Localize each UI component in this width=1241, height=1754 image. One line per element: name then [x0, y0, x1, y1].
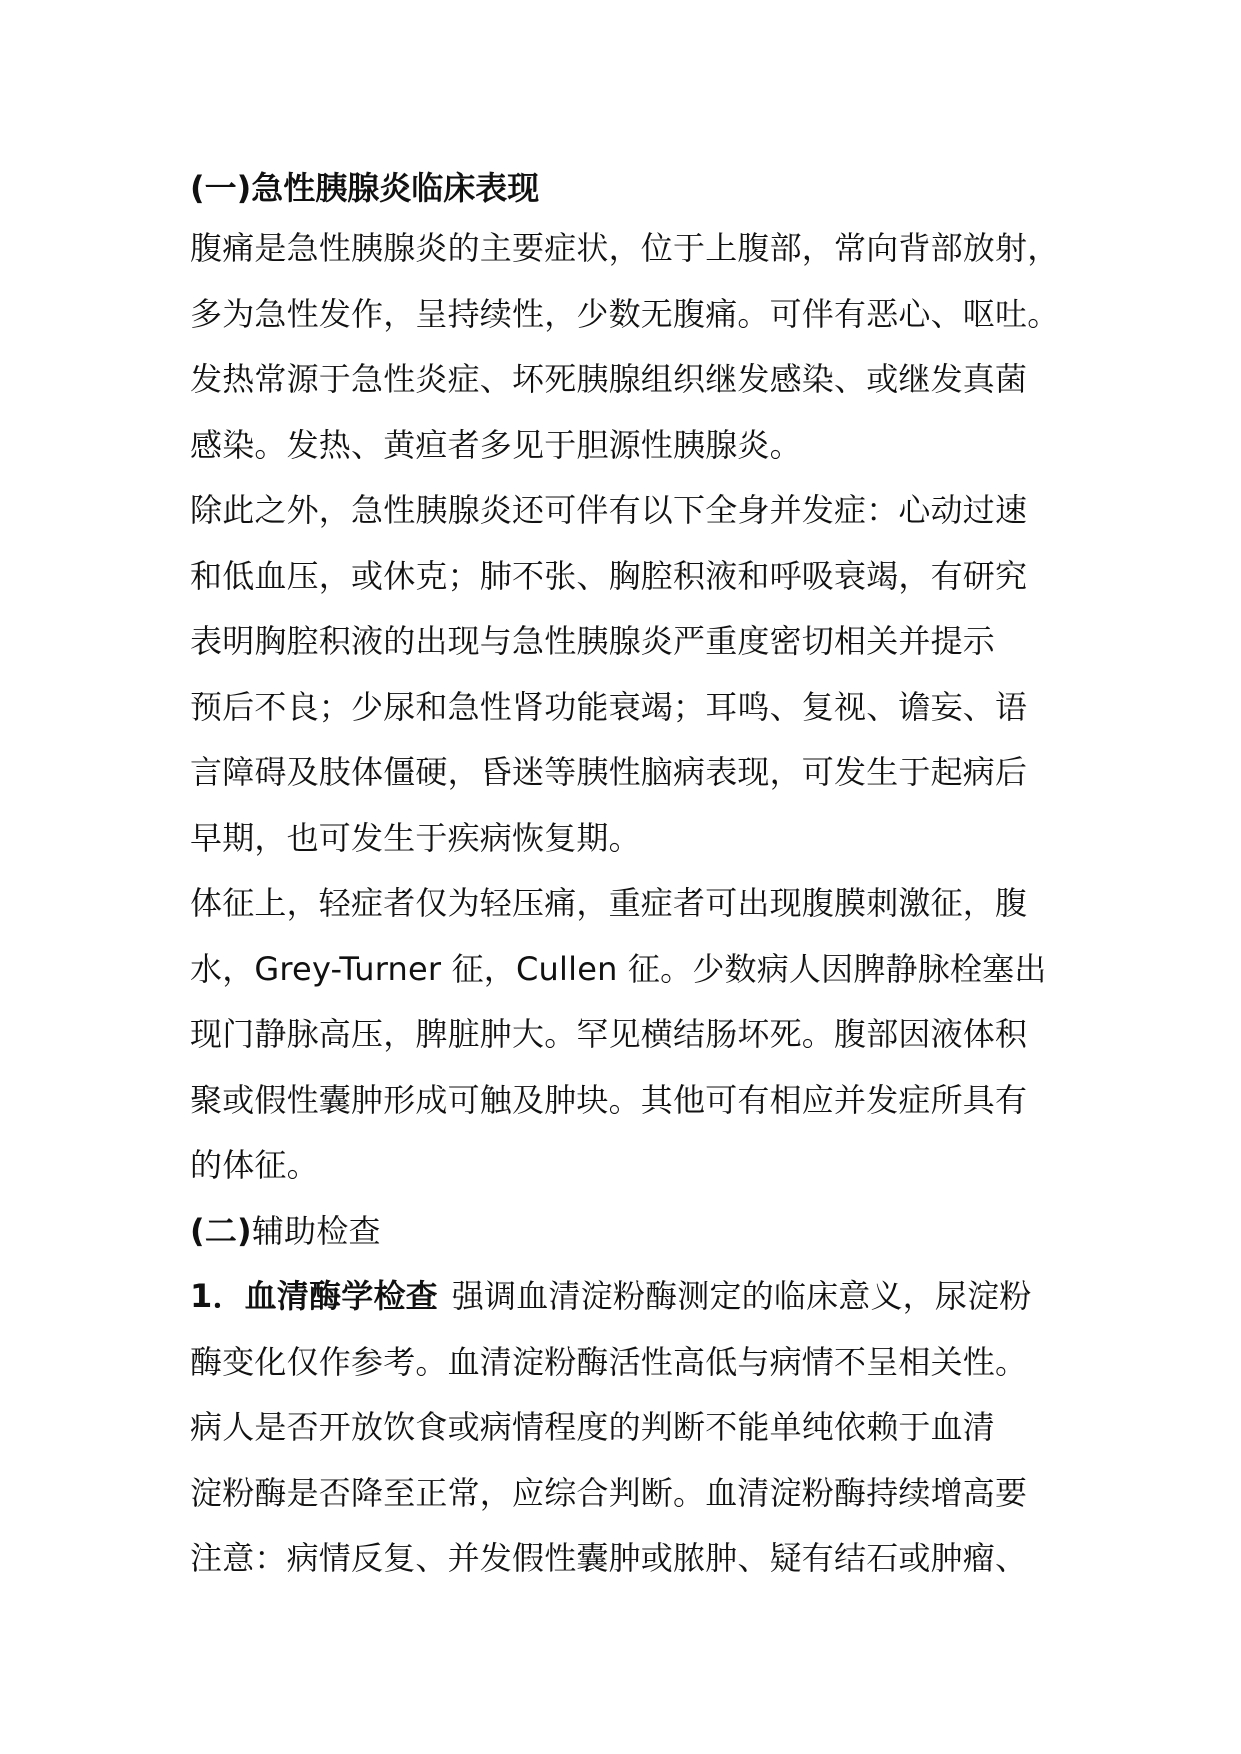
- text-line: 多为急性发作，呈持续性，少数无腹痛。可伴有恶心、呕吐。: [190, 294, 1060, 333]
- section1-paragraph-1: [190, 216, 1070, 478]
- section2-heading-text: 辅助检查: [251, 1211, 381, 1250]
- text-line: 预后不良；少尿和急性肾功能衰竭；耳鸣、复视、谵妄、语: [190, 687, 1028, 726]
- text-line: 和低血压，或休克；肺不张、胸腔积液和呼吸衰竭，有研究: [190, 556, 1028, 595]
- item1-first-line: [190, 1264, 1070, 1330]
- text-line: 早期，也可发生于疾病恢复期。: [190, 818, 641, 857]
- text-line: 发热常源于急性炎症、坏死胰腺组织继发感染、或继发真菌: [190, 360, 1028, 398]
- text-line: 除此之外，急性胰腺炎还可伴有以下全身并发症：心动过速: [190, 491, 1028, 529]
- section1-heading: (一)急性胰腺炎临床表现: [190, 169, 540, 207]
- item1-first-line-text: 强调血清淀粉酶测定的临床意义，尿淀粉: [451, 1277, 1032, 1315]
- text-line: 酶变化仅作参考。血清淀粉酶活性高低与病情不呈相关性。: [190, 1342, 1028, 1381]
- text-line: 言障碍及肢体僵硬，昏迷等胰性脑病表现，可发生于起病后: [190, 753, 1028, 791]
- text-line: 水，Grey-Turner 征，Cullen 征。少数病人因脾静脉栓塞出: [190, 949, 1047, 988]
- text-line: 表明胸腔积液的出现与急性胰腺炎严重度密切相关并提示: [190, 622, 996, 660]
- text-line: 感染。发热、黄疸者多见于胆源性胰腺炎。: [190, 425, 802, 464]
- text-line: 淀粉酶是否降至正常，应综合判断。血清淀粉酶持续增高要: [190, 1473, 1028, 1512]
- text-line: 体征上，轻症者仅为轻压痛，重症者可出现腹膜刺激征，腹: [190, 884, 1028, 922]
- section1-paragraph-2: [190, 478, 1070, 871]
- section2-heading: [190, 1199, 1070, 1265]
- item1-label: 1．血清酶学检查: [190, 1277, 438, 1315]
- document-page: [190, 160, 1070, 1592]
- text-line: 注意：病情反复、并发假性囊肿或脓肿、疑有结石或肿瘤、: [190, 1539, 1028, 1577]
- section1-paragraph-3: [190, 871, 1070, 1199]
- section2-item-1: [190, 1264, 1070, 1592]
- text-line: 聚或假性囊肿形成可触及肿块。其他可有相应并发症所具有: [190, 1080, 1028, 1119]
- text-line: 病人是否开放饮食或病情程度的判断不能单纯依赖于血清: [190, 1408, 996, 1446]
- section2-heading-prefix: (二): [190, 1211, 252, 1250]
- text-line: 的体征。: [190, 1146, 319, 1184]
- text-line: 现门静脉高压，脾脏肿大。罕见横结肠坏死。腹部因液体积: [190, 1015, 1028, 1053]
- text-line: 腹痛是急性胰腺炎的主要症状，位于上腹部，常向背部放射，: [190, 229, 1060, 267]
